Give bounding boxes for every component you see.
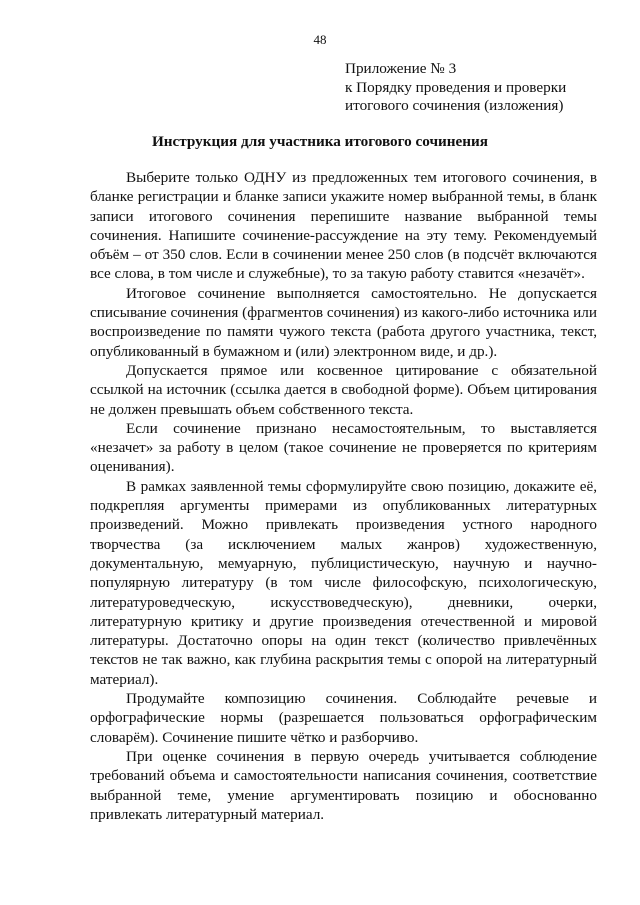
paragraph: Если сочинение признано несамостоятельным, то выставляется «незачет» за работу в целом (такое сочинение не проверяется по критериям оценивания).: [90, 419, 597, 476]
page-number: 48: [313, 32, 327, 47]
paragraph: Итоговое сочинение выполняется самостоятельно. Не допускается списывание сочинения (фрагментов сочинения) из какого-либо источника или воспроизведение по памяти чужого текста (работа другого участника, текст, опубликованный в бумажном и (или) электронном виде, и др.).: [90, 284, 597, 360]
paragraph: Выберите только ОДНУ из предложенных тем итогового сочинения, в бланке регистрации и бланке записи укажите номер выбранной темы, в бланк записи итогового сочинения перепишите название выбранной темы сочинения. Напишите сочинение-рассуждение на эту тему. Рекомендуемый объём – от 350 слов. Если в сочинении менее 250 слов (в подсчёт включаются все слова, в том числе и служебные), то за такую работу ставится «незачёт».: [90, 169, 597, 283]
paragraph: Допускается прямое или косвенное цитирование с обязательной ссылкой на источник (ссылка дается в свободной форме). Объем цитирования не должен превышать объем собственного текста.: [90, 361, 597, 418]
paragraph: Продумайте композицию сочинения. Соблюдайте речевые и орфографические нормы (разрешается пользоваться орфографическим словарём). Сочинение пишите чётко и разборчиво.: [90, 690, 597, 746]
paragraph: При оценке сочинения в первую очередь учитывается соблюдение требований объема и самостоятельности написания сочинения, соответствие выбранной теме, умение аргументировать позицию и обоснованно привлекать литературный материал.: [90, 747, 597, 823]
appendix-line-3: итогового сочинения (изложения): [345, 97, 564, 114]
appendix-header: [345, 60, 605, 116]
document-title: Инструкция для участника итогового сочинения: [151, 133, 489, 150]
paragraph: В рамках заявленной темы сформулируйте свою позицию, докажите её, подкрепляя аргументы примерами из опубликованных литературных произведений. Можно привлекать произведения устного народного творчества (за исключением малых жанров) художественную, документальную, мемуарную, публицистическую, научную и научно-популярную литературу (в том числе философскую, психологическую, литературоведческую, искусствоведческую), дневники, очерки, литературную критику и другие произведения отечественной и мировой литературы. Достаточно опоры на один текст (количество привлечённых текстов не так важно, как глубина раскрытия темы с опорой на литературный материал).: [90, 477, 597, 688]
appendix-line-2: к Порядку проведения и проверки: [345, 78, 567, 96]
instruction-body: [90, 168, 597, 824]
appendix-line-1: Приложение № 3: [345, 60, 457, 77]
